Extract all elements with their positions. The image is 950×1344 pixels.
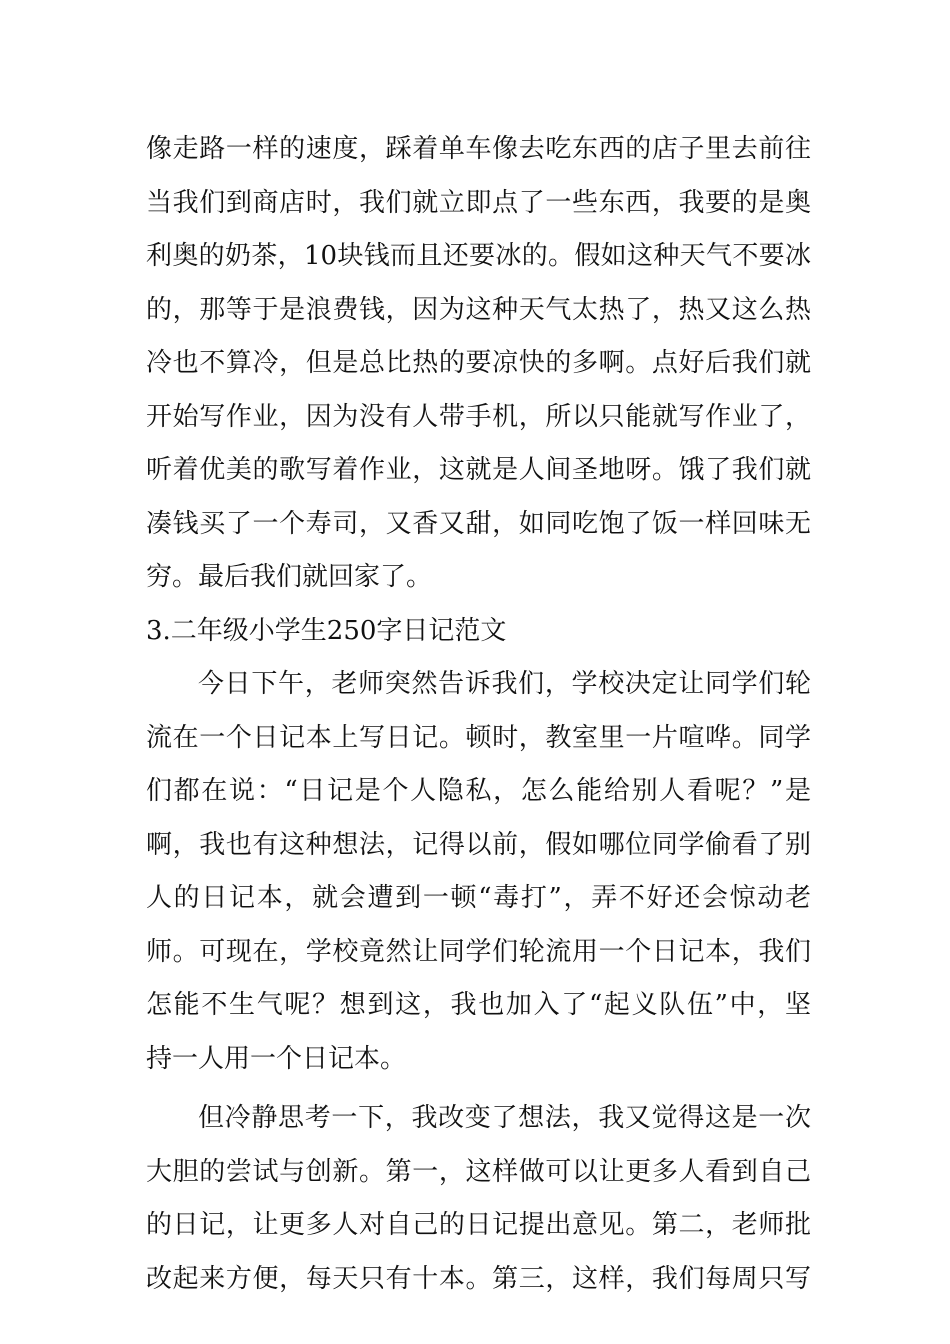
text-line: 开始写作业，因为没有人带手机，所以只能就写作业了，	[146, 401, 811, 432]
text-line: 冷也不算冷，但是总比热的要凉快的多啊。点好后我们就	[146, 348, 811, 378]
text-line: 像走路一样的速度，踩着单车像去吃东西的店子里去前往	[146, 134, 811, 164]
text-line: 的日记，让更多人对自己的日记提出意见。第二，老师批	[146, 1210, 811, 1240]
text-line: 今日下午，老师突然告诉我们，学校决定让同学们轮	[198, 669, 811, 699]
text-line: 大胆的尝试与创新。第一，这样做可以让更多人看到自己	[146, 1156, 811, 1187]
document-body	[146, 123, 811, 1306]
text-line: 持一人用一个日记本。	[146, 1043, 407, 1074]
text-line: 的，那等于是浪费钱，因为这种天气太热了，热又这么热	[146, 294, 811, 325]
text-line: 啊，我也有这种想法，记得以前，假如哪位同学偷看了别	[146, 829, 811, 860]
text-line: 但冷静思考一下，我改变了想法，我又觉得这是一次	[198, 1103, 811, 1133]
text-line: 穷。最后我们就回家了。	[146, 562, 433, 592]
text-line: 流在一个日记本上写日记。顿时，教室里一片喧哗。同学	[146, 722, 811, 753]
text-line: 们都在说：“日记是个人隐私，怎么能给别人看呢？”是	[146, 776, 811, 806]
text-line: 凑钱买了一个寿司，又香又甜，如同吃饱了饭一样回味无	[146, 508, 811, 539]
text-line: 改起来方便，每天只有十本。第三，这样，我们每周只写	[146, 1263, 811, 1294]
text-line: 当我们到商店时，我们就立即点了一些东西，我要的是奥	[146, 187, 811, 218]
text-line: 怎能不生气呢？想到这，我也加入了“起义队伍”中，坚	[146, 990, 811, 1020]
section-heading: 3.二年级小学生250字日记范文	[146, 615, 507, 646]
text-line: 听着优美的歌写着作业，这就是人间圣地呀。饿了我们就	[146, 455, 811, 485]
text-line: 师。可现在，学校竟然让同学们轮流用一个日记本，我们	[146, 936, 811, 967]
text-line: 人的日记本，就会遭到一顿“毒打”，弄不好还会惊动老	[146, 883, 811, 913]
text-line: 利奥的奶茶，10块钱而且还要冰的。假如这种天气不要冰	[146, 241, 811, 271]
